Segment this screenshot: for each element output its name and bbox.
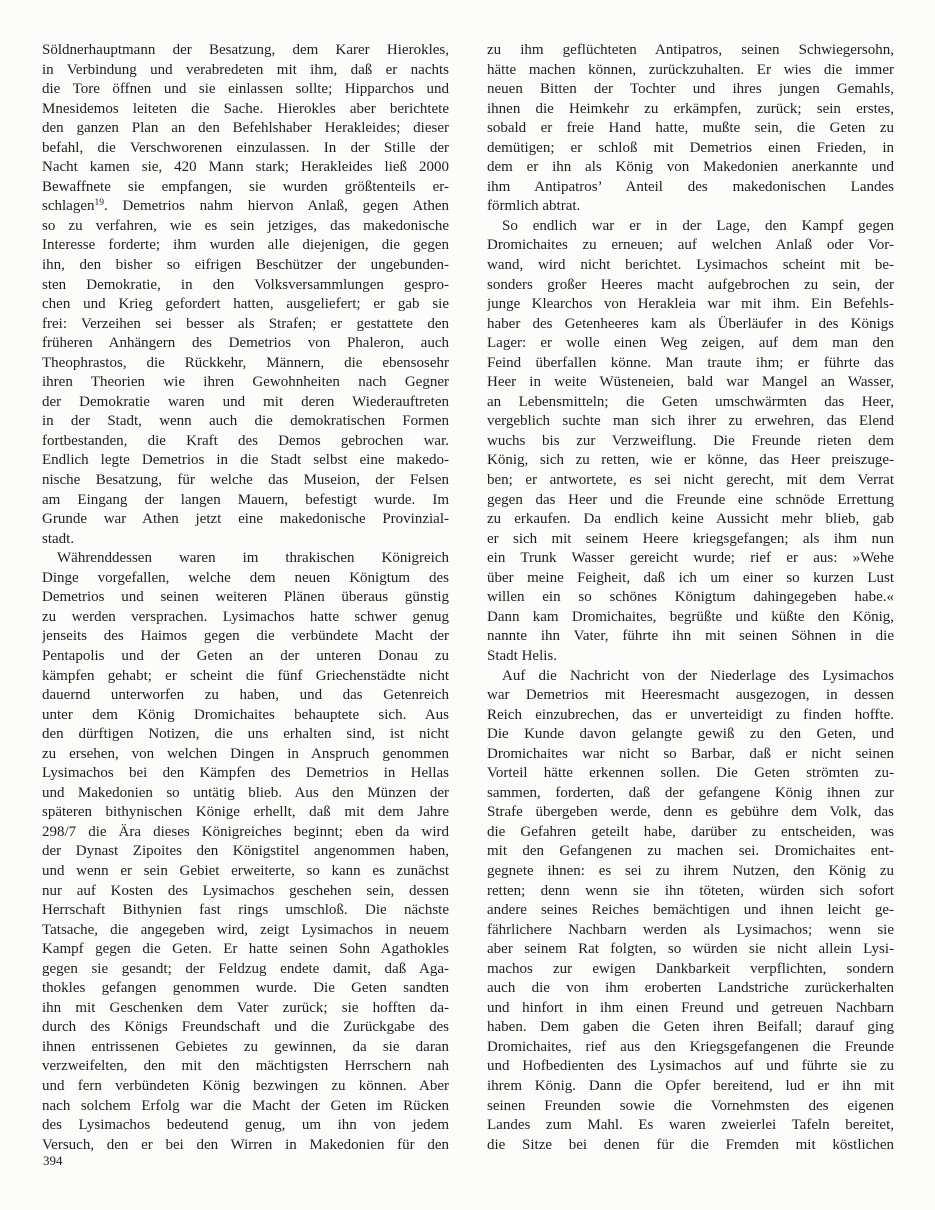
text-line: ihn, den bisher so eifrigen Beschützer der ungebunden- bbox=[42, 257, 449, 274]
text-line: an Lebensmitteln; die Geten umschwärmten das Heer, bbox=[487, 393, 894, 410]
text-line: Grunde war Athen jetzt eine makedonische Provinzial- bbox=[42, 511, 449, 528]
text-line: und fern verbündeten König bezwingen zu können. Aber bbox=[42, 1077, 449, 1094]
text-line: chen und Krieg gefordert hatten, ausgeliefert; er gab sie bbox=[42, 296, 449, 313]
text-line: sonders großer Heeres macht aufgebrochen zu sein, der bbox=[487, 276, 894, 293]
text-line: war Demetrios mit Heeresmacht ausgezogen, in dessen bbox=[487, 687, 894, 704]
text-line: verzweifelten, den mit den mächtigsten Herrschern nah bbox=[42, 1058, 449, 1075]
text-line: zu ersehen, von welchen Dingen in Anspruch genommen bbox=[42, 745, 449, 762]
text-line: unter dem König Dromichaites behauptete sich. Aus bbox=[42, 706, 449, 723]
text-line: den ganzen Plan an den Befehlshaber Herakleides; dieser bbox=[42, 120, 449, 137]
right-text-column bbox=[487, 41, 894, 1155]
text-line: zu ihm geflüchteten Antipatros, seinen Schwiegersohn, bbox=[487, 42, 894, 58]
text-line: zu erkaufen. Da endlich keine Aussicht mehr blieb, gab bbox=[487, 511, 894, 528]
text-line: nannte ihn Vater, führte ihn mit seinen Söhnen in die bbox=[487, 628, 894, 645]
text-line: frei: Verzeihen sei besser als Strafen; er gestattete den bbox=[42, 315, 449, 332]
text-line: seinen Freunden sowie die Vornehmsten des eigenen bbox=[487, 1097, 894, 1114]
text-line: Dromichaites, rief aus den Kriegsgefangenen die Freunde bbox=[487, 1038, 894, 1055]
text-line: ben; er antwortete, es sei nicht gerecht, mit dem Verrat bbox=[487, 472, 894, 489]
text-line: Die Kunde davon gelangte gewiß zu den Geten, und bbox=[487, 726, 894, 743]
text-line: in der Stadt, wenn auch die demokratischen Formen bbox=[42, 413, 449, 430]
text-line: Demetrios und seinen weiteren Plänen überaus günstig bbox=[42, 589, 449, 606]
text-line: am Eingang der langen Mauern, befestigt wurde. Im bbox=[42, 491, 449, 508]
text-line: nur auf Kosten des Lysimachos geschehen sein, dessen bbox=[42, 882, 449, 899]
text-line: Feind überfallen könne. Man traute ihm; er führte das bbox=[487, 354, 894, 371]
text-line: Nacht kamen sie, 420 Mann stark; Herakleides ließ 2000 bbox=[42, 159, 449, 176]
text-line: ihrem König. Dann die Opfer bereitend, lud er ihn mit bbox=[487, 1077, 894, 1094]
text-line: dauernd unterworfen zu haben, und das Getenreich bbox=[42, 687, 449, 704]
text-line: und wenn er sein Gebiet erweiterte, so kann es zunächst bbox=[42, 862, 449, 879]
text-line: der Dynast Zipoites den Königstitel angenommen haben, bbox=[42, 843, 449, 860]
text-line: früheren Anhängern des Demetrios von Phaleron, auch bbox=[42, 335, 449, 352]
text-line: Heer in weite Wüsteneien, bald war Mangel an Wasser, bbox=[487, 374, 894, 391]
text-line: retten; denn wenn sie ihn töteten, würden sich sofort bbox=[487, 882, 894, 899]
text-line: willen ein so schönes Königtum dahingegeben habe.« bbox=[487, 589, 894, 606]
text-line: des Lysimachos bedeutend genug, um ihn von jedem bbox=[42, 1117, 449, 1134]
text-line: mit den Gefangenen zu machen sei. Dromichaites ent- bbox=[487, 843, 894, 860]
text-line: ihm Antipatros’ Anteil des makedonischen Landes bbox=[487, 178, 894, 195]
text-line: gegen das Heer und die Freunde eine schnöde Errettung bbox=[487, 491, 894, 508]
text-line: stadt. bbox=[42, 530, 75, 547]
text-line: sobald er freie Hand hatte, mußte sein, die Geten zu bbox=[487, 120, 894, 137]
text-line: ihn mit Geschenken dem Vater zurück; sie hofften da- bbox=[42, 999, 449, 1016]
text-line: thokles gefangen genommen wurde. Die Geten sandten bbox=[42, 980, 449, 997]
text-line: der Demokratie waren und mit deren Wiederauftreten bbox=[42, 393, 449, 410]
text-line: Dann kam Dromichaites, begrüßte und küßte den König, bbox=[487, 608, 894, 625]
text-line: sammen, forderten, daß der gefangene König ihnen zur bbox=[487, 784, 894, 801]
text-line: Endlich legte Demetrios in die Stadt selbst eine makedo- bbox=[42, 452, 449, 469]
left-text-column bbox=[42, 41, 449, 1155]
text-line: sten Demokratie, in den Volksversammlungen gespro- bbox=[42, 276, 449, 293]
text-line: König, sich zu retten, wie er könne, das Heer preiszuge- bbox=[487, 452, 894, 469]
text-line: über meine Feigheit, daß ich um einer so kurzen Lust bbox=[487, 569, 894, 586]
text-line: hätte machen können, zurückzuhalten. Er wies die immer bbox=[487, 61, 894, 78]
page-number: 394 bbox=[43, 1153, 63, 1168]
text-line: Landes zum Mahl. Es waren zweierlei Tafeln bereitet, bbox=[487, 1117, 894, 1134]
text-line: die Tore öffnen und sie einlassen sollte; Hipparchos und bbox=[42, 81, 449, 98]
text-line: fortbestanden, die Kraft des Demos gebrochen war. bbox=[42, 432, 449, 449]
text-line: durch des Königs Freundschaft und die Zurückgabe des bbox=[42, 1019, 449, 1036]
text-line: förmlich abtrat. bbox=[487, 198, 581, 215]
text-line: haber des Getenheeres kam als Überläufer in des Königs bbox=[487, 315, 894, 332]
text-line: Dromichaites war nicht so Barbar, daß er nicht seinen bbox=[487, 745, 894, 762]
text-line: Mnesidemos leiteten die Sache. Hierokles aber berichtete bbox=[42, 100, 449, 117]
text-line: junge Klearchos von Herakleia war mit ihm. Ein Befehls- bbox=[487, 296, 894, 313]
text-line: Theophrastos, die Rückkehr, Männern, die ebensosehr bbox=[42, 354, 449, 371]
text-line: nische Besatzung, für welche das Museion, der Felsen bbox=[42, 472, 449, 489]
text-segment: schlagen bbox=[42, 198, 95, 215]
text-line: Interesse forderte; ihm wurden alle diejenigen, die gegen bbox=[42, 237, 449, 254]
text-line: und hinfort in ihm einen Freund und getreuen Nachbarn bbox=[487, 999, 894, 1016]
text-line: andere seines Reiches bemächtigen und ihnen leicht ge- bbox=[487, 902, 894, 919]
text-line: Lysimachos bei den Kämpfen des Demetrios in Hellas bbox=[42, 765, 449, 782]
text-line: Söldnerhauptmann der Besatzung, dem Karer Hierokles, bbox=[42, 42, 449, 58]
text-segment: . Demetrios nahm hiervon Anlaß, gegen Athen bbox=[103, 198, 449, 215]
text-line: machos zur ewigen Dankbarkeit verpflichten, sondern bbox=[487, 960, 894, 977]
text-line: und Hofbedienten des Lysimachos auf und führte sie zu bbox=[487, 1058, 894, 1075]
text-line: auch die von ihm eroberten Landstriche zurückerhalten bbox=[487, 980, 894, 997]
text-line: gegen sie gesandt; der Feldzug endete damit, daß Aga- bbox=[42, 960, 449, 977]
text-line: ihnen entrissenen Gebietes zu gewinnen, da sie daran bbox=[42, 1038, 449, 1055]
text-line: Tatsache, die angegeben wird, zeigt Lysimachos in neuem bbox=[42, 921, 449, 938]
text-line: demütigen; er schloß mit Demetrios einen Frieden, in bbox=[487, 139, 894, 156]
text-line: Währenddessen waren im thrakischen Königreich bbox=[57, 550, 449, 567]
text-line: So endlich war er in der Lage, den Kampf gegen bbox=[502, 217, 894, 234]
text-line: Versuch, den er bei den Wirren in Makedonien für den bbox=[42, 1136, 449, 1153]
text-line: Pentapolis und der Geten an der unteren Donau zu bbox=[42, 647, 449, 664]
text-line: fährlichere Nachbarn werden als Lysimachos; wenn sie bbox=[487, 921, 894, 938]
text-line: er sich mit seinem Heere kriegsgefangen; als ihm nun bbox=[487, 530, 894, 547]
text-line: so zu verfahren, wie es sein jetziges, das makedonische bbox=[42, 217, 449, 234]
text-line: haben. Dem gaben die Geten ihren Beifall; darauf ging bbox=[487, 1019, 894, 1036]
text-line: den dürftigen Notizen, die uns erhalten sind, ist nicht bbox=[42, 726, 449, 743]
text-line: neuen Bitten der Tochter und ihres jungen Gemahls, bbox=[487, 81, 894, 98]
text-line: Bewaffnete sie empfangen, sie wurden größtenteils er- bbox=[42, 178, 449, 195]
text-line: Auf die Nachricht von der Niederlage des Lysimachos bbox=[502, 667, 894, 684]
text-line: die Sitze bei denen für die Fremden mit köstlichen bbox=[487, 1136, 894, 1153]
text-line: gegnete ihnen: es sei zu ihrem Nutzen, den König zu bbox=[487, 862, 894, 879]
text-line: Lager: er wolle einen Weg zeigen, auf dem man den bbox=[487, 335, 894, 352]
text-line: Stadt Helis. bbox=[487, 647, 557, 664]
text-line: die Gefahren geteilt habe, darüber zu entscheiden, was bbox=[487, 823, 894, 840]
text-line: Dinge vorgefallen, welche dem neuen Königtum des bbox=[42, 569, 449, 586]
text-line: aber seinem Rat folgten, so würden sie nicht allein Lysi- bbox=[487, 941, 894, 958]
text-line: in Verbindung und verabredeten mit ihm, daß er nachts bbox=[42, 61, 449, 78]
text-line: jenseits des Haimos gegen die verbündete Macht der bbox=[42, 628, 449, 645]
text-line: wuchs bis zur Verzweiflung. Die Freunde rieten dem bbox=[487, 432, 894, 449]
text-line: späteren bithynischen Könige erhellt, daß mit dem Jahre bbox=[42, 804, 449, 821]
text-line: ihren Theorien wie ihren Gewohnheiten nach Gegner bbox=[42, 374, 449, 391]
text-line: dem er ihn als König von Makedonien anerkannte und bbox=[487, 159, 894, 176]
text-line: Vorteil hätte erkennen sollen. Die Geten strömten zu- bbox=[487, 765, 894, 782]
text-line: vergeblich suchte man sich ihrer zu erwehren, das Elend bbox=[487, 413, 894, 430]
text-line: Dromichaites zu erneuen; auf welchen Anlaß oder Vor- bbox=[487, 237, 894, 254]
text-line: 298/7 die Ära dieses Königreiches beginnt; eben da wird bbox=[42, 823, 449, 840]
text-line: ein Trunk Wasser gereicht wurde; rief er aus: »Wehe bbox=[487, 550, 894, 567]
text-line: Kampf gegen die Geten. Er hatte seinen Sohn Agathokles bbox=[42, 941, 449, 958]
text-line: zu werden versprachen. Lysimachos hatte schwer genug bbox=[42, 608, 449, 625]
footnote-reference: 19 bbox=[94, 197, 104, 208]
text-line: nach solchem Erfolg war die Macht der Geten im Rücken bbox=[42, 1097, 449, 1114]
text-line: Reich einzubrechen, das er unverteidigt zu finden hoffte. bbox=[487, 706, 894, 723]
text-line: und Makedonien so untätig blieb. Aus den Münzen der bbox=[42, 784, 449, 801]
text-line: befahl, die Verschworenen einzulassen. In der Stille der bbox=[42, 139, 449, 156]
text-line: kämpfen gehabt; er scheint die fünf Griechenstädte nicht bbox=[42, 667, 449, 684]
text-line: Herrschaft Bithynien fast rings umschloß. Die nächste bbox=[42, 902, 449, 919]
text-line bbox=[42, 197, 449, 217]
text-line: wand, wird nicht berichtet. Lysimachos scheint mit be- bbox=[487, 257, 894, 274]
text-line: ihnen die Heimkehr zu erkämpfen, zurück; sein erstes, bbox=[487, 100, 894, 117]
text-line: Strafe übergeben werde, denn es gebühre dem Volk, das bbox=[487, 804, 894, 821]
